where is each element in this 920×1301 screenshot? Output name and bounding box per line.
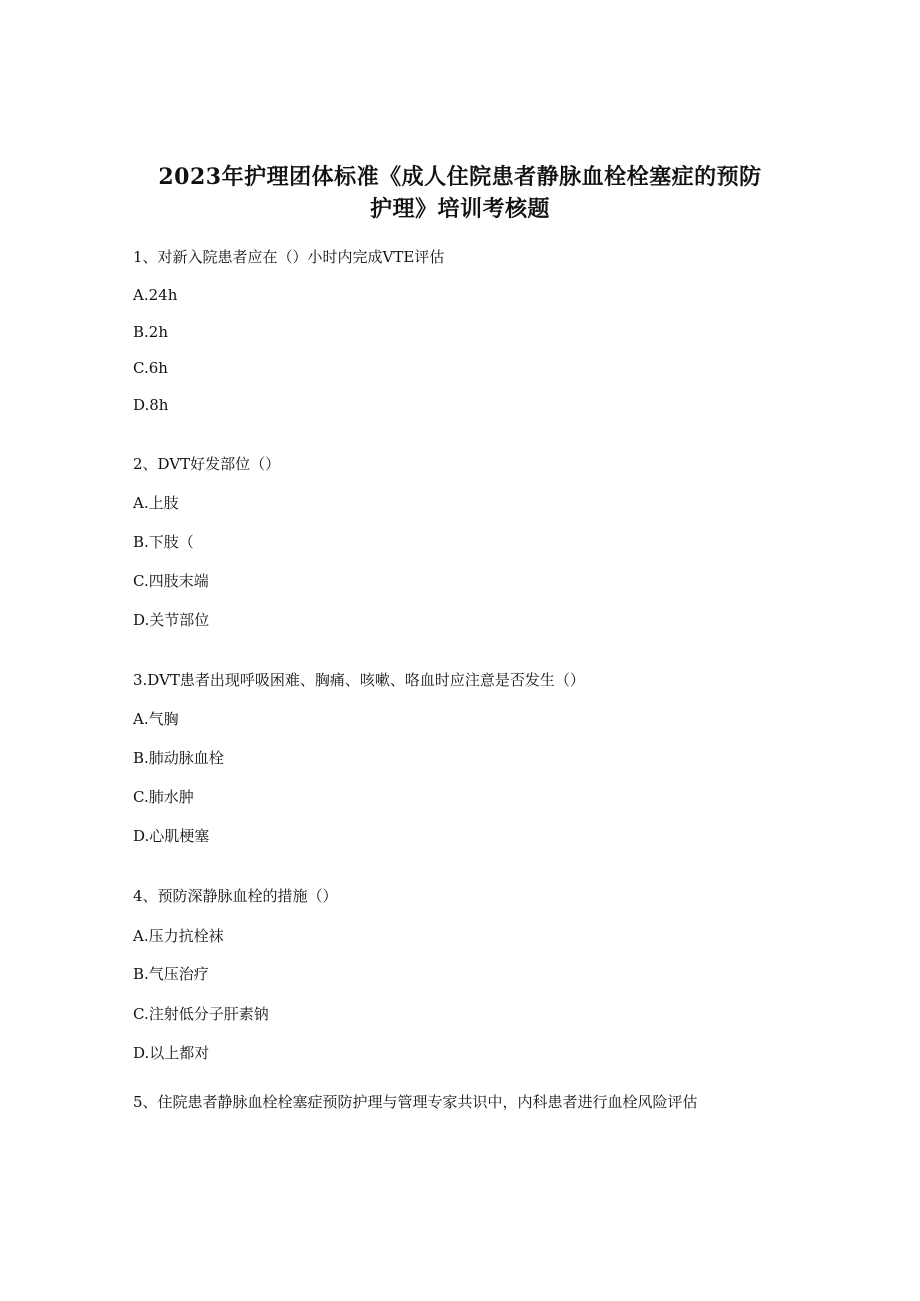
question-2-option-d: D.关节部位: [133, 611, 210, 629]
question-3-option-c: C.肺水肿: [133, 788, 194, 806]
question-3-option-b: B.肺动脉血栓: [133, 749, 224, 767]
question-3-option-a: A.气胸: [133, 710, 179, 728]
question-4-text: 4、预防深静脉血栓的措施（）: [133, 887, 338, 905]
question-1-option-b: B.2h: [133, 323, 168, 341]
question-4-option-a: A.压力抗栓袜: [133, 927, 224, 945]
question-2-option-c: C.四肢末端: [133, 572, 209, 590]
question-3-option-d: D.心肌梗塞: [133, 827, 210, 845]
question-5-text: 5、住院患者静脉血栓栓塞症预防护理与管理专家共识中，内科患者进行血栓风险评估: [133, 1093, 698, 1111]
document-title-line-2: 护理》培训考核题: [369, 196, 550, 222]
question-2-option-a: A.上肢: [133, 494, 179, 512]
question-2-option-b: B.下肢（: [133, 533, 194, 551]
question-1-option-a: A.24h: [133, 286, 178, 304]
question-1-option-c: C.6h: [133, 359, 168, 377]
question-2-text: 2、DVT好发部位（）: [133, 455, 281, 473]
question-1-option-d: D.8h: [133, 396, 169, 414]
document-title-line-1: 2023年护理团体标准《成人住院患者静脉血栓栓塞症的预防: [158, 164, 762, 190]
question-4-option-b: B.气压治疗: [133, 965, 209, 983]
question-4-option-d: D.以上都对: [133, 1044, 210, 1062]
question-4-option-c: C.注射低分子肝素钠: [133, 1005, 269, 1023]
question-1-text: 1、对新入院患者应在（）小时内完成VTE评估: [133, 248, 445, 266]
question-3-text: 3.DVT患者出现呼吸困难、胸痛、咳嗽、咯血时应注意是否发生（）: [133, 671, 585, 689]
